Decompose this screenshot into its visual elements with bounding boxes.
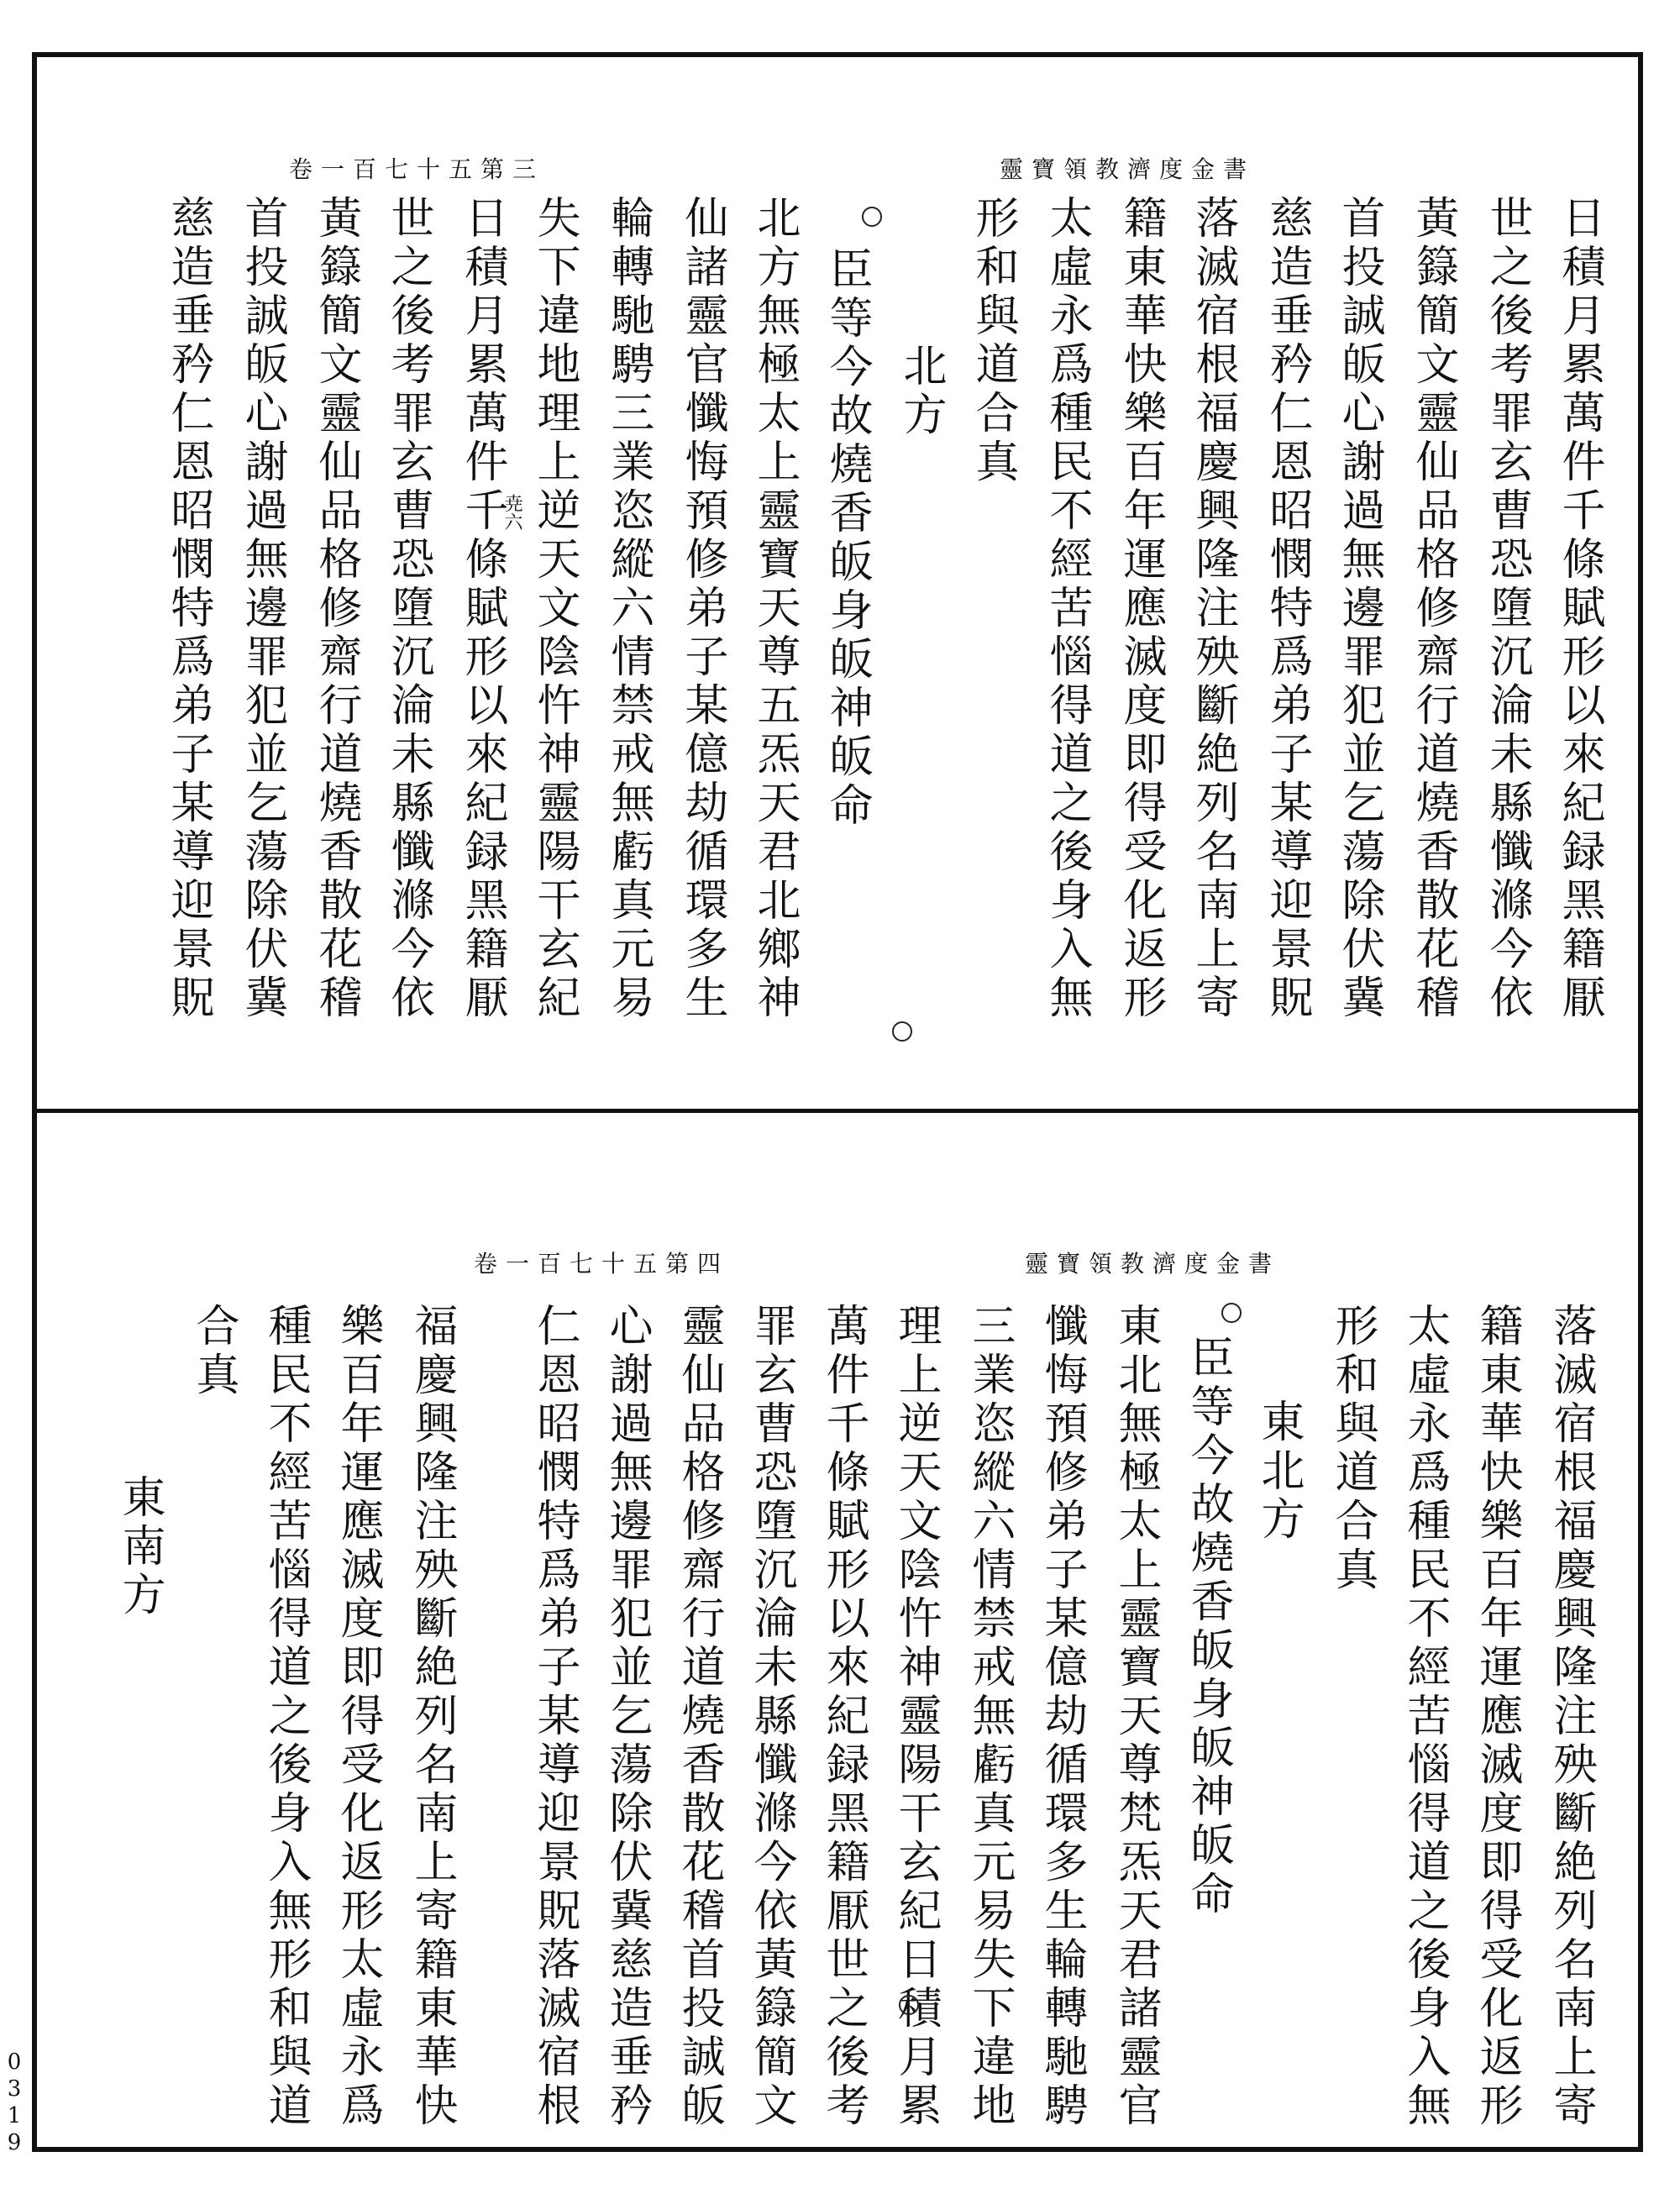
text-column: 太虛永爲種民不經苦惱得道之後身入無 [1399,1303,1450,2131]
text-column: 心謝過無邊罪犯並乞蕩除伏冀慈造垂矜 [601,1303,652,2131]
text-column: 世之後考罪玄曹恐墮沉淪未縣懺滌今依 [383,195,433,1023]
upper-leaf [37,57,1638,1109]
lower-header-title: 靈寶領教濟度金書 [1024,1250,1280,1278]
text-column: 輪轉馳騁三業恣縱六情禁戒無虧真元易 [603,195,654,1023]
circle-mark [892,1021,912,1042]
lower-header [474,1246,1280,1279]
upper-header [289,151,1255,185]
text-column: 種民不經苦惱得道之後身入無形和與道 [260,1303,311,2131]
lower-leaf [37,1109,1638,2151]
circle-mark [1221,1303,1242,1323]
text-column: 臣等今故燒香皈身皈神皈命 [1183,1335,1233,1919]
page-number: 0319 [2,2049,27,2157]
text-column: 世之後考罪玄曹恐墮沉淪未縣懺滌今依 [1482,195,1532,1023]
text-column: 籍東華快樂百年運應滅度即得受化返形 [1472,1303,1522,2131]
text-column: 三業恣縱六情禁戒無虧真元易失下違地 [964,1303,1015,2131]
text-column: 萬件千條賦形以來紀録黑籍厭世之後考 [818,1303,869,2131]
text-column: 東北無極太上靈寶天尊梵炁天君諸靈官 [1110,1303,1161,2131]
text-column: 仁恩昭憫特爲弟子某導迎景貺落滅宿根 [529,1303,580,2131]
text-column: 福慶興隆注殃斷絶列名南上寄籍東華快 [407,1303,457,2131]
text-column: 樂百年運應滅度即得受化返形太虛永爲 [333,1303,383,2131]
direction-heading: 北方 [895,343,946,440]
text-column: 黃籙簡文靈仙品格修齋行道燒香散花稽 [1408,195,1458,1023]
text-column: 合真 [188,1303,239,1400]
direction-heading: 東南方 [114,1474,165,1620]
text-column: 形和與道合真 [1327,1303,1378,1595]
text-column: 落滅宿根福慶興隆注殃斷絶列名南上寄 [1188,195,1238,1023]
circle-mark [899,1995,919,2015]
text-column: 落滅宿根福慶興隆注殃斷絶列名南上寄 [1546,1303,1596,2131]
text-column: 北方無極太上靈寶天尊五炁天君北鄉神 [749,195,800,1023]
text-column: 靈仙品格修齋行道燒香散花稽首投誠皈 [674,1303,724,2131]
text-column: 首投誠皈心謝過無邊罪犯並乞蕩除伏冀 [237,195,287,1023]
upper-header-volume: 卷一百七十五第三 [289,155,545,183]
upper-header-title: 靈寶領教濟度金書 [999,155,1255,183]
text-column: 首投誠皈心謝過無邊罪犯並乞蕩除伏冀 [1334,195,1384,1023]
text-column: 懺悔預修弟子某億劫循環多生輪轉馳騁 [1037,1303,1087,2131]
text-column: 臣等今故燒香皈身皈神皈命 [822,246,872,831]
text-column: 黃籙簡文靈仙品格修齋行道燒香散花稽 [311,195,361,1023]
text-column: 慈造垂矜仁恩昭憫特爲弟子某導迎景貺 [1262,195,1312,1023]
text-column: 太虛永爲種民不經苦惱得道之後身入無 [1042,195,1092,1023]
scripture-page-frame [32,52,1643,2152]
text-column: 罪玄曹恐墮沉淪未縣懺滌今依黃籙簡文 [746,1303,796,2131]
circle-mark [862,207,882,227]
text-column: 慈造垂矜仁恩昭憫特爲弟子某導迎景貺 [163,195,213,1023]
text-column: 日積月累萬件千條賦形以來紀録黑籍厭 [1554,195,1604,1023]
text-column: 形和與道合真 [968,195,1018,487]
direction-heading: 東北方 [1253,1399,1304,1545]
text-column: 仙諸靈官懺悔預修弟子某億劫循環多生 [677,195,727,1023]
lower-header-volume: 卷一百七十五第四 [474,1250,730,1278]
text-column: 理上逆天文陰忤神靈陽干玄紀日積月累 [890,1303,941,2131]
text-column: 日積月累萬件千條賦形以來紀録黑籍厭 [457,195,507,1023]
marginal-note: 尭六 [501,494,522,531]
text-column: 失下違地理上逆天文陰忤神靈陽干玄紀 [529,195,580,1023]
text-column: 籍東華快樂百年運應滅度即得受化返形 [1116,195,1166,1023]
